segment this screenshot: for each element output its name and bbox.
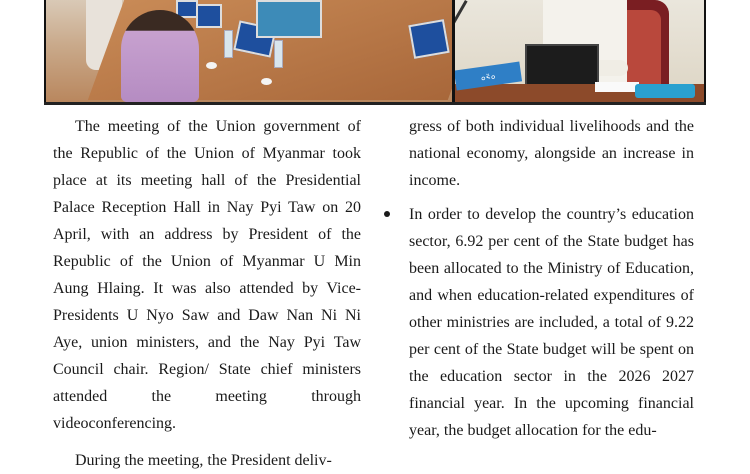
photo-frame bbox=[44, 0, 706, 105]
article-right-column bbox=[409, 113, 694, 444]
article-left-column bbox=[53, 113, 361, 474]
photo-seated-woman bbox=[121, 10, 199, 102]
photo-cup bbox=[206, 62, 217, 69]
article-bullet-item bbox=[409, 201, 694, 444]
photo-cup bbox=[261, 78, 272, 85]
photo-monitor bbox=[256, 0, 322, 38]
photo-monitor bbox=[525, 44, 599, 86]
article-paragraph-continuation: gress of both individual livelihoods and the national economy, alongside an increase in income. bbox=[409, 118, 694, 189]
photo-bottle bbox=[224, 30, 233, 58]
photo-monitor bbox=[196, 4, 222, 28]
article-paragraph: The meeting of the Union government of the Republic of the Union of Myanmar took place at its meeting hall of the Presidential Palace Reception Hall in Nay Pyi Taw on 20 April, with an address by President of the Republic of the Union of Myanmar U Min Aung Hlaing. It was also attended by Vice-Presidents U Nyo Saw and Daw Nan Ni Ni Aye, union ministers, and the Nay Pyi Taw Council chair. Region/ State chief ministers attended the meeting through videoconferencing. bbox=[53, 118, 361, 432]
meeting-photo-left bbox=[46, 0, 452, 102]
photo-monitor bbox=[408, 19, 449, 59]
photo-paper bbox=[595, 82, 639, 92]
photo-tablet bbox=[635, 84, 695, 98]
photo-bottle bbox=[274, 40, 283, 68]
article-paragraph: During the meeting, the President deliv- bbox=[75, 452, 332, 469]
article-bullet-text: In order to develop the country’s education sector, 6.92 per cent of the State budget has been allocated to the Ministry of Education, and when education-related expenditures of other ministries are included, a total of 9.22 per cent of the State budget will be spent on the education sector in the 2026 2027 financial year. In the upcoming financial year, the budget allocation for the edu- bbox=[409, 206, 694, 439]
meeting-photo-right bbox=[455, 0, 704, 102]
bullet-icon bbox=[384, 211, 390, 217]
photo-nameplate: ࡀ࠵ࡀ bbox=[455, 62, 522, 91]
photo-microphone bbox=[455, 0, 468, 71]
